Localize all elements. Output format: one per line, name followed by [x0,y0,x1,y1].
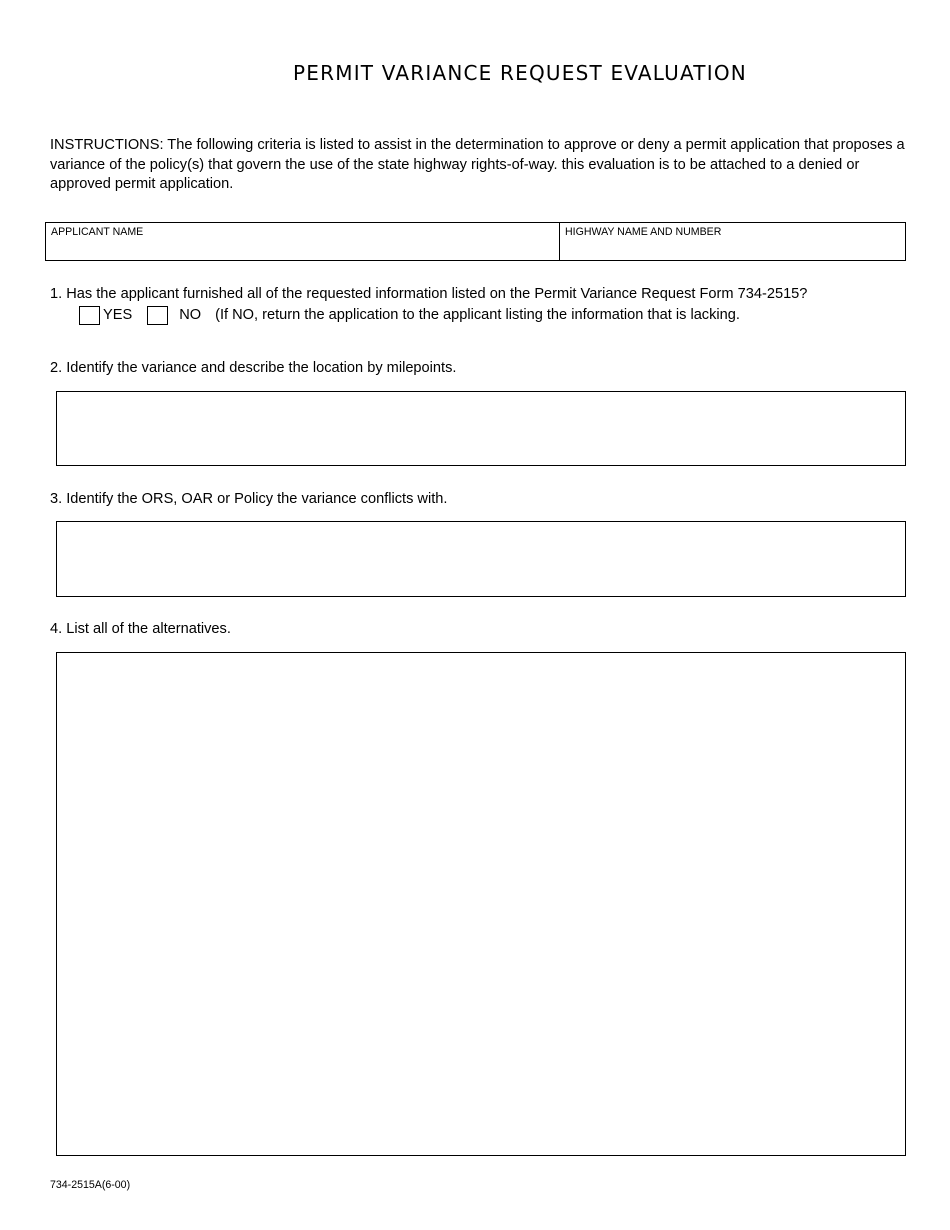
highway-name-label: HIGHWAY NAME AND NUMBER [565,226,722,238]
question-1-text: 1. Has the applicant furnished all of the requested information listed on the Permit Variance Request Form 734-2515? [50,286,808,302]
no-checkbox[interactable] [147,306,168,325]
highway-name-field[interactable] [560,223,905,260]
form-number: 734-2515A(6-00) [50,1179,131,1191]
question-2-answer-box[interactable] [56,391,906,466]
question-4-text: 4. List all of the alternatives. [50,621,231,637]
question-3-text: 3. Identify the ORS, OAR or Policy the variance conflicts with. [50,491,448,507]
question-1-options [79,305,740,325]
applicant-name-field[interactable] [46,223,560,260]
applicant-name-label: APPLICANT NAME [51,226,144,238]
form-title: PERMIT VARIANCE REQUEST EVALUATION [293,61,747,85]
no-instruction-note: (If NO, return the application to the applicant listing the information that is lacking. [215,307,740,323]
no-label: NO [179,307,202,323]
yes-checkbox[interactable] [79,306,100,325]
question-2-text: 2. Identify the variance and describe the location by milepoints. [50,360,457,376]
applicant-highway-table [45,222,906,261]
question-4-answer-box[interactable] [56,652,906,1156]
question-3-answer-box[interactable] [56,521,906,597]
yes-label: YES [103,307,133,323]
instructions-text: INSTRUCTIONS: The following criteria is listed to assist in the determination to approve or deny a permit application that proposes a variance of the policy(s) that govern the use of the state highway rights-of-way. this evaluation is to be attached to a denied or approved permit application. [50,137,905,192]
